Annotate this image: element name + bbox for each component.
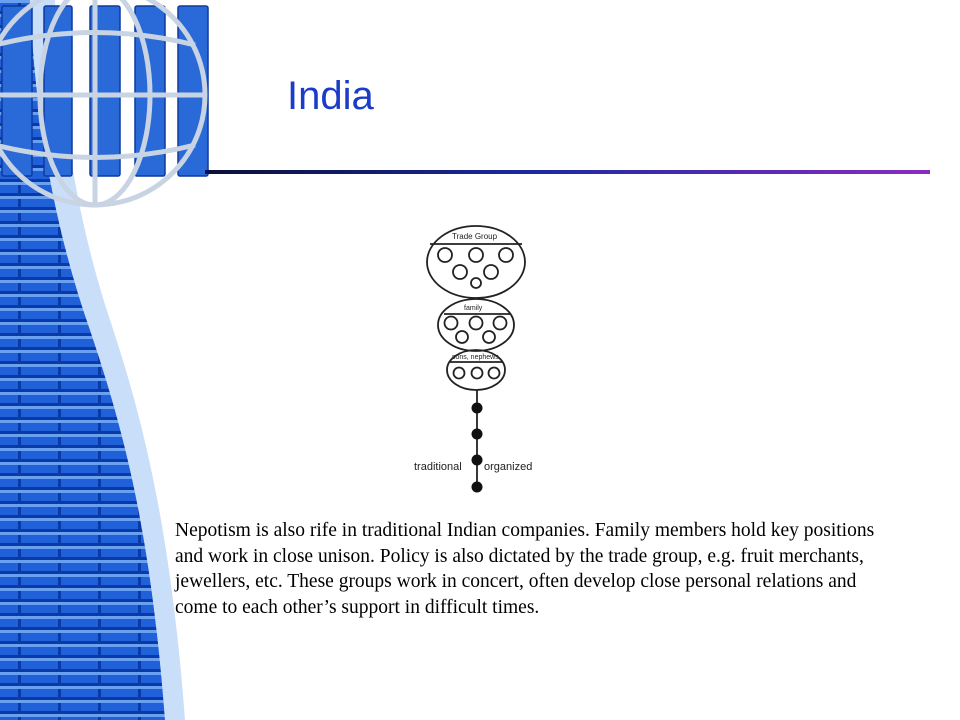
axis-point bbox=[472, 403, 483, 414]
page-title: India bbox=[287, 74, 374, 118]
axis-point bbox=[472, 482, 483, 493]
body-paragraph-block bbox=[175, 518, 890, 620]
axis-right-label: organized bbox=[484, 461, 533, 473]
axis-point bbox=[472, 455, 483, 466]
group-label: Trade Group bbox=[452, 232, 498, 241]
nepotism-diagram bbox=[404, 222, 554, 498]
axis-left-label: traditional bbox=[414, 461, 462, 473]
group-label: sons, nephews bbox=[452, 354, 499, 361]
group-label: family bbox=[464, 305, 483, 312]
title-underline bbox=[205, 170, 930, 176]
axis-point bbox=[472, 429, 483, 440]
body-paragraph: Nepotism is also rife in traditional Indian companies. Family members hold key positions and work in close unison. Policy is also dictated by the trade group, e.g. fruit merchants, jewellers, etc. These groups work in concert, often develop close personal relations and come to each other’s support in difficult times. bbox=[175, 520, 875, 618]
